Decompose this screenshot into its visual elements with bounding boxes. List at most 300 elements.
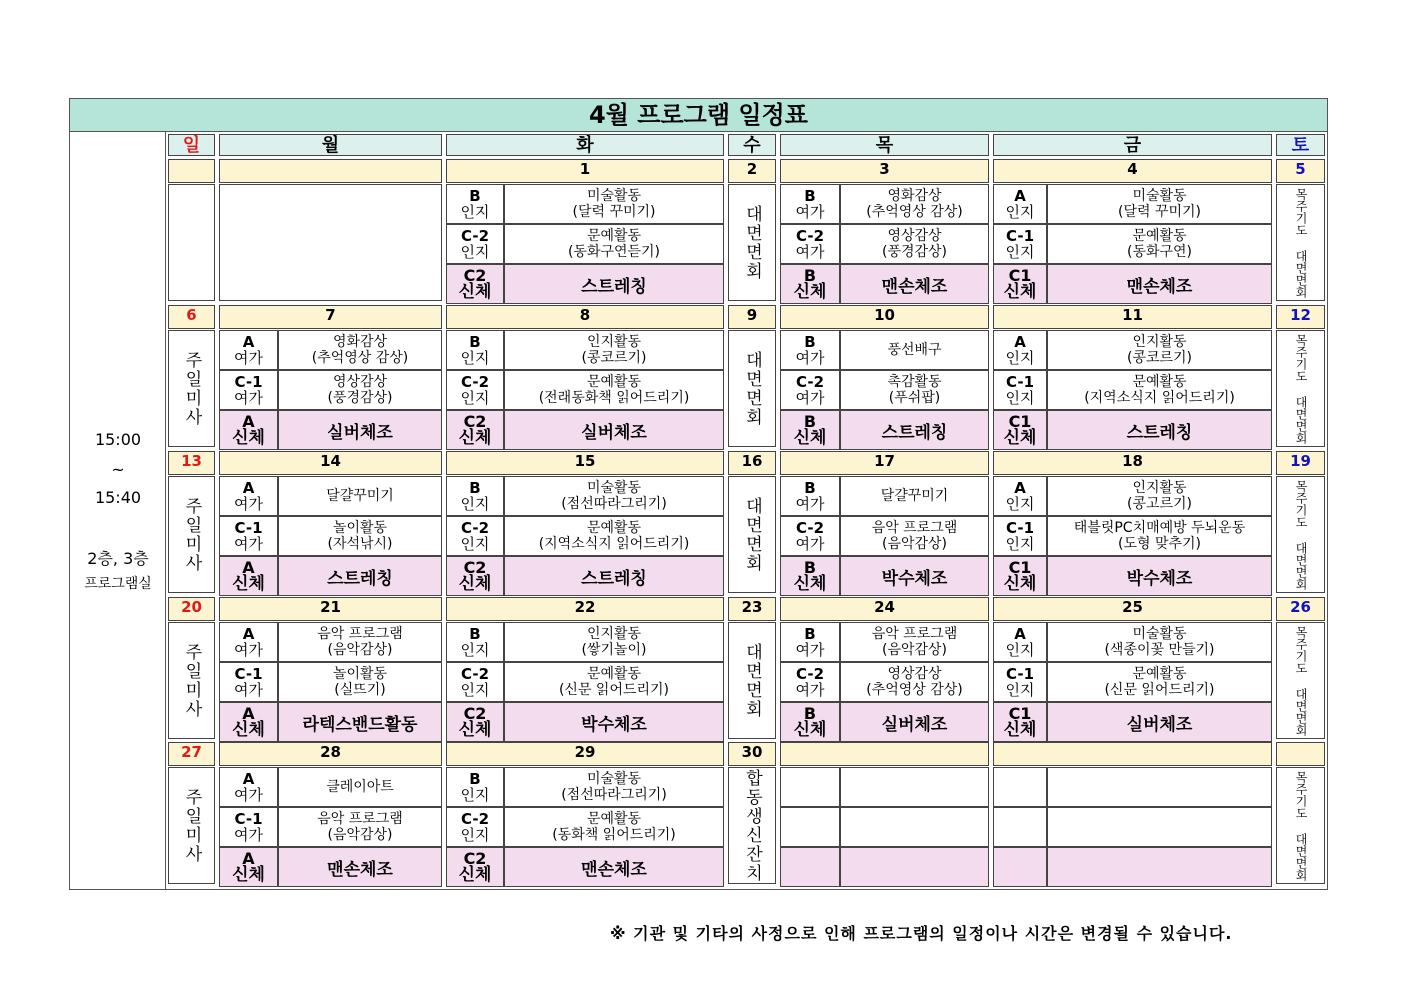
activity-category: 여가 [234, 641, 263, 659]
activity-code [780, 516, 840, 556]
date-number: 26 [1290, 598, 1311, 616]
activity-code [993, 264, 1047, 304]
date-cell-fri [993, 742, 1272, 766]
activity-category: 인지 [1005, 681, 1035, 699]
activity-code [219, 767, 278, 807]
activity-code [993, 622, 1047, 662]
activity-cell [1047, 184, 1272, 224]
activity-group: C2 [463, 558, 487, 577]
activity-code [780, 224, 840, 264]
physical-activity [840, 556, 989, 596]
day-header-sat [1276, 134, 1325, 156]
activity-cell [278, 622, 442, 662]
activity-code [446, 370, 504, 410]
activity-category: 인지 [1005, 641, 1035, 659]
date-number: 22 [574, 598, 596, 616]
activity-cell [1047, 370, 1272, 410]
activity-name: 맨손체조 [1126, 276, 1193, 297]
day-header-wed [728, 134, 776, 156]
date-number: 9 [746, 306, 758, 324]
activity-detail: (달력 꾸미기) [1118, 204, 1201, 220]
activity-category: 신체 [232, 428, 265, 448]
activity-cell [840, 184, 989, 224]
date-cell-thu [780, 305, 989, 329]
activity-code [993, 370, 1047, 410]
activity-detail: (점선따라그리기) [561, 496, 667, 512]
activity-category: 신체 [458, 428, 492, 448]
activity-category: 여가 [795, 535, 825, 553]
activity-name: 인지활동 [586, 626, 642, 642]
activity-code [993, 516, 1047, 556]
activity-name: 스트레칭 [1126, 422, 1193, 443]
activity-code [780, 184, 840, 224]
date-cell-thu [780, 597, 989, 621]
activity-cell [1047, 662, 1272, 702]
day-note-wed [728, 476, 776, 593]
day-header-label: 수 [743, 135, 761, 156]
schedule-table [69, 98, 1328, 890]
activity-category: 여가 [795, 243, 825, 261]
activity-name: 실버체조 [581, 422, 647, 443]
activity-name: 스트레칭 [581, 276, 647, 297]
day-note-wed [728, 622, 776, 739]
day-note-sun [168, 476, 215, 593]
activity-category: 신체 [232, 865, 265, 885]
day-header-tue [446, 134, 724, 156]
date-cell-sun [168, 742, 215, 766]
physical-activity [1047, 847, 1272, 887]
activity-group: A [242, 333, 255, 351]
activity-group: C-2 [795, 665, 824, 683]
activity-detail: (음악감상) [881, 536, 948, 552]
activity-detail: (풍경감상) [881, 244, 948, 260]
day-note-sun [168, 767, 215, 884]
activity-detail: (지역소식지 읽어드리기) [538, 536, 690, 552]
activity-cell [840, 807, 989, 847]
activity-code [446, 264, 504, 304]
activity-code [446, 807, 504, 847]
date-cell-thu [780, 451, 989, 475]
date-number: 10 [874, 306, 895, 324]
physical-activity [278, 410, 442, 450]
activity-name: 영상감상 [887, 228, 942, 244]
physical-activity [504, 847, 724, 887]
activity-code [446, 224, 504, 264]
activity-group: A [1014, 625, 1026, 643]
activity-code [219, 476, 278, 516]
activity-code [993, 476, 1047, 516]
activity-detail: (점선따라그리기) [561, 787, 667, 803]
activity-group: A [242, 479, 255, 497]
activity-group: B [803, 558, 817, 577]
activity-cell [278, 662, 442, 702]
activity-category: 신체 [793, 574, 827, 594]
activity-name: 미술활동 [1132, 188, 1187, 204]
date-cell-tue [446, 305, 724, 329]
day-header-label: 월 [321, 135, 340, 156]
activity-code [219, 516, 278, 556]
date-cell-fri [993, 305, 1272, 329]
day-header-label: 일 [182, 135, 201, 156]
activity-code [993, 224, 1047, 264]
activity-name: 클레이아트 [326, 779, 394, 795]
date-number: 6 [186, 306, 197, 324]
activity-code [219, 622, 278, 662]
day-note-text: 목주기도 대면면회 [1294, 333, 1308, 444]
activity-name: 스트레칭 [581, 568, 647, 589]
activity-name: 박수체조 [1126, 568, 1193, 589]
day-note-text: 목주기도 대면면회 [1294, 770, 1308, 881]
footnote: ※ 기관 및 기타의 사정으로 인해 프로그램의 일정이나 시간은 변경될 수 있습니다. [610, 924, 1233, 943]
activity-code [780, 556, 840, 596]
activity-group: B [469, 187, 481, 205]
activity-code [446, 410, 504, 450]
activity-code [446, 662, 504, 702]
activity-cell [1047, 516, 1272, 556]
day-header-label: 토 [1291, 135, 1310, 156]
activity-group: C-2 [460, 373, 489, 391]
activity-name: 음악 프로그램 [317, 811, 403, 827]
activity-cell [504, 622, 724, 662]
time-end: 15:40 [94, 488, 142, 507]
activity-name: 미술활동 [586, 188, 642, 204]
activity-group: C1 [1008, 412, 1032, 431]
activity-code [446, 847, 504, 887]
activity-category: 여가 [234, 826, 263, 844]
activity-name: 놀이활동 [332, 666, 388, 682]
activity-name: 태블릿PC치매예방 두뇌운동 [1073, 520, 1246, 536]
date-cell-sun [168, 451, 215, 475]
activity-category: 여가 [234, 535, 263, 553]
activity-detail: (콩코르기) [1126, 350, 1193, 366]
day-note-text: 주일미사 [181, 787, 202, 864]
activity-group: C-2 [460, 519, 489, 537]
activity-group: C2 [463, 266, 487, 285]
activity-cell [840, 622, 989, 662]
activity-group: A [1014, 187, 1026, 205]
activity-cell [278, 767, 442, 807]
activity-code [219, 370, 278, 410]
day-header-sun [168, 134, 215, 156]
activity-category: 신체 [793, 720, 827, 740]
activity-name: 미술활동 [1132, 626, 1187, 642]
activity-category: 신체 [1003, 428, 1037, 448]
activity-group: B [803, 704, 817, 723]
activity-cell [278, 807, 442, 847]
activity-category: 신체 [458, 865, 492, 885]
activity-group: B [469, 479, 481, 497]
date-number: 27 [181, 743, 202, 761]
activity-name: 미술활동 [586, 480, 642, 496]
activity-code [219, 410, 278, 450]
activity-cell [278, 516, 442, 556]
date-cell-sat [1276, 159, 1325, 183]
date-cell-sat [1276, 305, 1325, 329]
activity-cell [1047, 807, 1272, 847]
day-note-sun [168, 184, 215, 301]
day-note-text: 목주기도 대면면회 [1294, 187, 1308, 298]
activity-category: 여가 [234, 786, 263, 804]
activity-group: B [803, 412, 817, 431]
date-cell-wed [728, 159, 776, 183]
activity-group: C-2 [460, 665, 489, 683]
physical-activity [278, 556, 442, 596]
activity-category: 신체 [1003, 720, 1037, 740]
physical-activity [278, 702, 442, 742]
activity-cell [840, 330, 989, 370]
activity-code [780, 264, 840, 304]
day-note-text: 주일미사 [181, 496, 202, 573]
activity-code [446, 476, 504, 516]
activity-name: 달걀꾸미기 [880, 488, 949, 504]
activity-detail: (풍경감상) [327, 390, 393, 406]
activity-category: 인지 [460, 349, 490, 367]
activity-group: B [469, 625, 481, 643]
activity-detail: (푸쉬팝) [888, 390, 941, 406]
activity-group: B [804, 625, 816, 643]
date-cell-wed [728, 305, 776, 329]
day-note-text: 목주기도 대면면회 [1294, 479, 1308, 590]
activity-group: A [242, 558, 255, 577]
physical-activity [504, 702, 724, 742]
activity-category: 인지 [1005, 495, 1035, 513]
activity-code [993, 410, 1047, 450]
date-number: 25 [1122, 598, 1143, 616]
activity-code [780, 847, 840, 887]
activity-detail: (신문 읽어드리기) [1104, 682, 1215, 698]
date-cell-sat [1276, 742, 1325, 766]
date-number: 8 [579, 306, 591, 324]
activity-group: C-1 [1005, 227, 1034, 245]
date-cell-wed [728, 597, 776, 621]
day-note-sat [1276, 330, 1325, 447]
activity-name: 문예활동 [1132, 228, 1187, 244]
physical-activity [1047, 264, 1272, 304]
activity-category: 여가 [795, 641, 825, 659]
activity-group: C-2 [795, 519, 824, 537]
activity-code [993, 330, 1047, 370]
activity-code [446, 767, 504, 807]
date-cell-tue [446, 597, 724, 621]
day-header-fri [993, 134, 1272, 156]
activity-detail: (색종이꽃 만들기) [1104, 642, 1215, 658]
activity-group: C-2 [795, 227, 824, 245]
activity-detail: (전래동화책 읽어드리기) [538, 390, 690, 406]
activity-name: 라텍스밴드활동 [302, 714, 418, 735]
date-cell-tue [446, 159, 724, 183]
activity-detail: (추억영상 감상) [866, 204, 963, 220]
activity-detail: (신문 읽어드리기) [558, 682, 670, 698]
date-number: 5 [1295, 160, 1306, 178]
activity-detail: (동화구연듣기) [567, 244, 661, 260]
activity-name: 맨손체조 [327, 859, 393, 880]
activity-detail: (도형 맞추기) [1118, 536, 1201, 552]
activity-name: 문예활동 [1132, 374, 1187, 390]
date-number: 15 [574, 452, 596, 470]
activity-group: C2 [463, 412, 487, 431]
floor-label: 2층, 3층 [87, 549, 149, 568]
activity-name: 풍선배구 [887, 342, 942, 358]
activity-cell [504, 330, 724, 370]
activity-group: C2 [463, 849, 487, 868]
activity-code [780, 662, 840, 702]
activity-category: 인지 [460, 243, 490, 261]
activity-group: A [1014, 479, 1026, 497]
day-header-thu [780, 134, 989, 156]
date-number: 24 [874, 598, 895, 616]
activity-category: 여가 [234, 349, 263, 367]
activity-category: 여가 [795, 495, 825, 513]
physical-activity [1047, 702, 1272, 742]
activity-detail: (동화구연) [1126, 244, 1193, 260]
activity-category: 신체 [458, 574, 492, 594]
activity-code [780, 410, 840, 450]
activity-name: 영상감상 [887, 666, 942, 682]
activity-name: 음악 프로그램 [317, 626, 403, 642]
activity-code [780, 767, 840, 807]
activity-detail: (음악감상) [327, 827, 393, 843]
activity-code [219, 556, 278, 596]
activity-category: 인지 [460, 495, 490, 513]
day-header-label: 화 [576, 135, 594, 156]
day-note-text: 주일미사 [181, 350, 202, 427]
date-number: 30 [741, 743, 763, 761]
activity-group: A [242, 625, 255, 643]
activity-name: 달걀꾸미기 [326, 488, 394, 504]
activity-group: B [803, 266, 817, 285]
activity-name: 촉감활동 [887, 374, 942, 390]
activity-name: 스트레칭 [881, 422, 948, 443]
day-note-sat [1276, 184, 1325, 301]
activity-cell [504, 184, 724, 224]
activity-group: C2 [463, 704, 487, 723]
activity-group: C-1 [1005, 373, 1034, 391]
activity-detail: (동화책 읽어드리기) [552, 827, 676, 843]
activity-category: 인지 [1005, 243, 1035, 261]
physical-activity [504, 264, 724, 304]
activity-code [219, 702, 278, 742]
activity-detail: (쌓기놀이) [581, 642, 647, 658]
activity-name: 문예활동 [586, 374, 642, 390]
physical-activity [840, 847, 989, 887]
activity-cell [1047, 767, 1272, 807]
date-number: 21 [320, 598, 341, 616]
activity-group: B [804, 479, 816, 497]
activity-category: 인지 [460, 826, 490, 844]
activity-category: 신체 [793, 428, 827, 448]
activity-detail: (콩고르기) [1126, 496, 1193, 512]
activity-detail: (지역소식지 읽어드리기) [1084, 390, 1235, 406]
physical-activity [504, 410, 724, 450]
activity-category: 여가 [795, 389, 825, 407]
date-cell-sat [1276, 597, 1325, 621]
date-number: 3 [879, 160, 890, 178]
activity-name: 문예활동 [1132, 666, 1187, 682]
date-number: 28 [320, 743, 341, 761]
activity-group: A [242, 704, 255, 723]
date-number: 20 [181, 598, 202, 616]
activity-category: 여가 [234, 389, 263, 407]
activity-name: 맨손체조 [881, 276, 948, 297]
day-note-wed [728, 184, 776, 301]
day-header-label: 금 [1123, 135, 1142, 156]
activity-group: C-1 [1005, 519, 1034, 537]
date-number: 23 [741, 598, 763, 616]
activity-cell [840, 476, 989, 516]
activity-group: C-1 [234, 810, 263, 828]
activity-cell [1047, 622, 1272, 662]
activity-category: 신체 [793, 282, 827, 302]
date-number: 11 [1122, 306, 1143, 324]
date-cell-mon [219, 451, 442, 475]
activity-code [446, 330, 504, 370]
date-number: 16 [741, 452, 763, 470]
activity-code [780, 370, 840, 410]
activity-category: 신체 [232, 574, 265, 594]
activity-name: 영화감상 [332, 334, 388, 350]
activity-category: 여가 [795, 681, 825, 699]
activity-group: B [804, 333, 816, 351]
activity-code [219, 847, 278, 887]
activity-group: C-1 [234, 519, 263, 537]
date-cell-wed [728, 451, 776, 475]
date-number: 29 [574, 743, 596, 761]
date-number: 18 [1122, 452, 1143, 470]
activity-category: 신체 [1003, 282, 1037, 302]
day-note-wed [728, 330, 776, 447]
date-cell-fri [993, 451, 1272, 475]
time-separator: ~ [111, 460, 125, 479]
day-header-label: 목 [875, 135, 894, 156]
activity-name: 영화감상 [887, 188, 942, 204]
date-number: 12 [1290, 306, 1311, 324]
day-note-text: 대면면회 [742, 350, 762, 427]
activity-cell [1047, 224, 1272, 264]
activity-category: 신체 [1003, 574, 1037, 594]
date-cell-sun [168, 159, 215, 183]
room-label: 프로그램실 [84, 576, 152, 592]
activity-code [993, 847, 1047, 887]
day-note-text: 목주기도 대면면회 [1294, 625, 1308, 736]
activity-cell [278, 330, 442, 370]
day-header-mon [219, 134, 442, 156]
date-cell-fri [993, 159, 1272, 183]
activity-code [219, 330, 278, 370]
activity-cell [504, 516, 724, 556]
date-cell-thu [780, 159, 989, 183]
activity-name: 맨손체조 [581, 859, 647, 880]
page-title: 4월 프로그램 일정표 [70, 99, 1327, 132]
date-cell-mon [219, 159, 442, 183]
activity-group: C-1 [234, 373, 263, 391]
activity-category: 여가 [234, 681, 263, 699]
activity-name: 실버체조 [327, 422, 393, 443]
activity-cell [504, 476, 724, 516]
date-number: 4 [1127, 160, 1138, 178]
activity-code [446, 556, 504, 596]
activity-cell [504, 662, 724, 702]
activity-code [780, 622, 840, 662]
activity-cell [504, 767, 724, 807]
activity-group: A [1014, 333, 1026, 351]
day-note-text: 주일미사 [181, 642, 202, 719]
activity-cell [840, 662, 989, 702]
activity-cell [1047, 330, 1272, 370]
activity-category: 여가 [795, 203, 825, 221]
date-number: 17 [874, 452, 895, 470]
day-note-sun [168, 622, 215, 739]
activity-category: 인지 [1005, 349, 1035, 367]
